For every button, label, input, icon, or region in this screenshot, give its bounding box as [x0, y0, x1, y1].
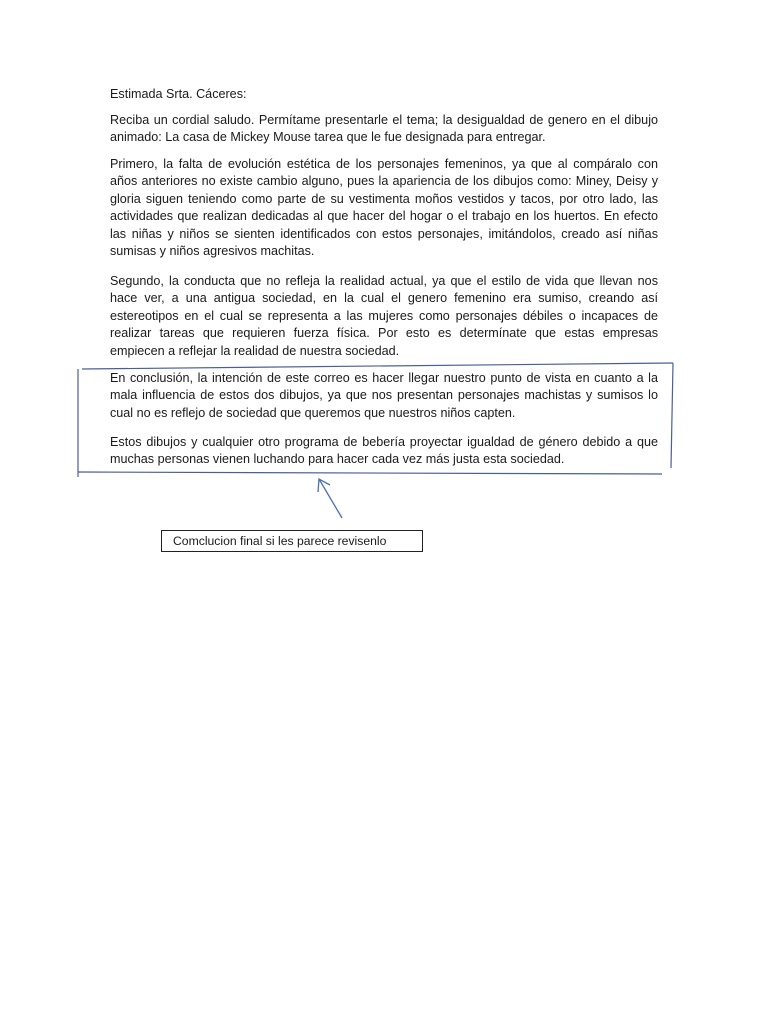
annotation-arrow-icon: [318, 479, 342, 518]
arrow-shaft: [319, 479, 342, 518]
paragraph-closing: Estos dibujos y cualquier otro programa de bebería proyectar igualdad de género debido a que muchas personas vienen luchando para hacer cada vez más justa esta sociedad.: [110, 435, 658, 467]
paragraph-segundo: Segundo, la conducta que no refleja la realidad actual, ya que el estilo de vida que llevan nos hace ver, a una antigua sociedad, en la cual el genero femenino era sumiso, creando así estereotipos en el cual se representa a las mujeres como personajes débiles o incapaces de realizar tareas que requieren fuerza física. Por esto es determínate que estas empresas empiecen a reflejar la realidad de nuestra sociedad.: [110, 274, 658, 358]
box-right-edge: [671, 363, 673, 468]
paragraph-conclusion: En conclusión, la intención de este correo es hacer llegar nuestro punto de vista en cuanto a la mala influencia de estos dos dibujos, ya que nos presentan personajes machistas y sumisos lo cual no es reflejo de sociedad que queremos que nuestros niños capten.: [110, 371, 658, 420]
box-top-edge: [82, 363, 673, 369]
conclusion-highlight-box: [78, 363, 673, 477]
paragraph-intro: Reciba un cordial saludo. Permítame presentarle el tema; la desigualdad de genero en el dibujo animado: La casa de Mickey Mouse tarea que le fue designada para entregar.: [110, 113, 658, 145]
letter-greeting: Estimada Srta. Cáceres:: [110, 87, 247, 101]
box-bottom-edge: [78, 472, 662, 474]
review-note-box: Comclucion final si les parece revisenlo: [161, 530, 423, 552]
paragraph-primero: Primero, la falta de evolución estética de los personajes femeninos, ya que al compáralo con años anteriores no existe cambio alguno, pues la apariencia de los dibujos como: Miney, Deisy y gloria siguen teniendo como parte de su vestimenta moños vestidos y tacos, por otro lado, las actividades que realizan dedicadas al que hacer del hogar o el trabajo en los huertos. En efecto las niñas y niños se sienten identificados con estos personajes, imitándolos, creado así niñas sumisas y niños agresivos machitas.: [110, 157, 658, 259]
